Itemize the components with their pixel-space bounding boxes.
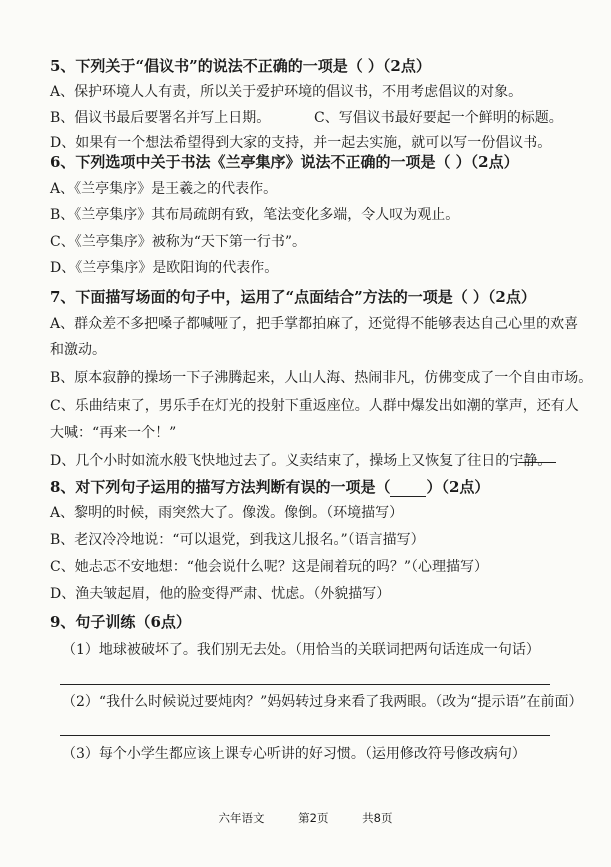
q5-option-d: D、如果有一个想法希望得到大家的支持，并一起去实施，就可以写一份倡议书。 <box>50 135 552 151</box>
q7-option-a-line2: 和激动。 <box>50 342 106 358</box>
q6-option-a: A、《兰亭集序》是王羲之的代表作。 <box>50 181 278 197</box>
q8-option-a: A、黎明的时候，雨突然大了。像泼。像倒。（环境描写） <box>50 505 404 521</box>
q5-stem: 5、下列关于“倡议书”的说法不正确的一项是（ ）（2点） <box>50 57 431 75</box>
q8-answer-blank[interactable] <box>390 482 426 497</box>
q9-answer-line-2[interactable] <box>60 735 550 736</box>
footer-total-pages: 共8页 <box>362 811 393 825</box>
q7-option-c-line2: 大喊：“再来一个！” <box>50 425 177 441</box>
q6-stem: 6、下列选项中关于书法《兰亭集序》说法不正确的一项是（ ）（2点） <box>50 153 519 171</box>
q7-trailing-underline <box>518 462 556 463</box>
footer-subject: 六年语文 <box>218 811 265 825</box>
q8-option-c: C、她忐忑不安地想：“他会说什么呢？这是闹着玩的吗？”（心理描写） <box>50 559 489 575</box>
footer-page-number: 第2页 <box>298 811 329 825</box>
q9-sub2: （2）“我什么时候说过要炖肉？”妈妈转过身来看了我两眼。（改为“提示语”在前面） <box>62 694 583 710</box>
q9-sub3: （3）每个小学生都应该上课专心听讲的好习惯。（运用修改符号修改病句） <box>62 746 526 762</box>
q8-option-b: B、老汉冷冷地说：“可以退党，到我这儿报名。”（语言描写） <box>50 532 425 548</box>
q9-stem: 9、句子训练（6点） <box>50 613 191 631</box>
q5-option-c: C、写倡议书最好要起一个鲜明的标题。 <box>314 110 563 126</box>
q5-option-a: A、保护环境人人有责，所以关于爱护环境的倡议书，不用考虑倡议的对象。 <box>50 84 523 100</box>
q9-answer-line-1[interactable] <box>60 684 550 685</box>
q7-option-c-line1: C、乐曲结束了，男乐手在灯光的投射下重返座位。人群中爆发出如潮的掌声，还有人 <box>50 398 579 414</box>
q7-stem: 7、下面描写场面的句子中，运用了“点面结合”方法的一项是（ ）（2点） <box>50 288 536 306</box>
q8-stem <box>50 477 591 497</box>
q6-option-c: C、《兰亭集序》被称为“天下第一行书”。 <box>50 234 307 250</box>
q6-option-b: B、《兰亭集序》其布局疏朗有致，笔法变化多端，令人叹为观止。 <box>50 207 460 223</box>
q5-option-b: B、倡议书最后要署名并写上日期。 <box>50 110 271 126</box>
q8-stem-pre: 8、对下列句子运用的描写方法判断有误的一项是（ <box>50 478 391 496</box>
page-footer <box>0 810 611 826</box>
q9-sub1: （1）地球被破坏了。我们别无去处。（用恰当的关联词把两句话连成一句话） <box>62 642 540 658</box>
q8-option-d: D、渔夫皱起眉，他的脸变得严肃、忧虑。（外貌描写） <box>50 586 391 602</box>
q6-option-d: D、《兰亭集序》是欧阳询的代表作。 <box>50 260 279 276</box>
q7-option-d: D、几个小时如流水般飞快地过去了。义卖结束了，操场上又恢复了往日的宁静。 <box>50 453 552 469</box>
q7-option-b: B、原本寂静的操场一下子沸腾起来，人山人海、热闹非凡，仿佛变成了一个自由市场。 <box>50 370 593 386</box>
q8-stem-post: ）（2点） <box>426 478 490 496</box>
q7-option-a-line1: A、群众差不多把嗓子都喊哑了，把手掌都拍麻了，还觉得不能够表达自己心里的欢喜 <box>50 316 579 332</box>
